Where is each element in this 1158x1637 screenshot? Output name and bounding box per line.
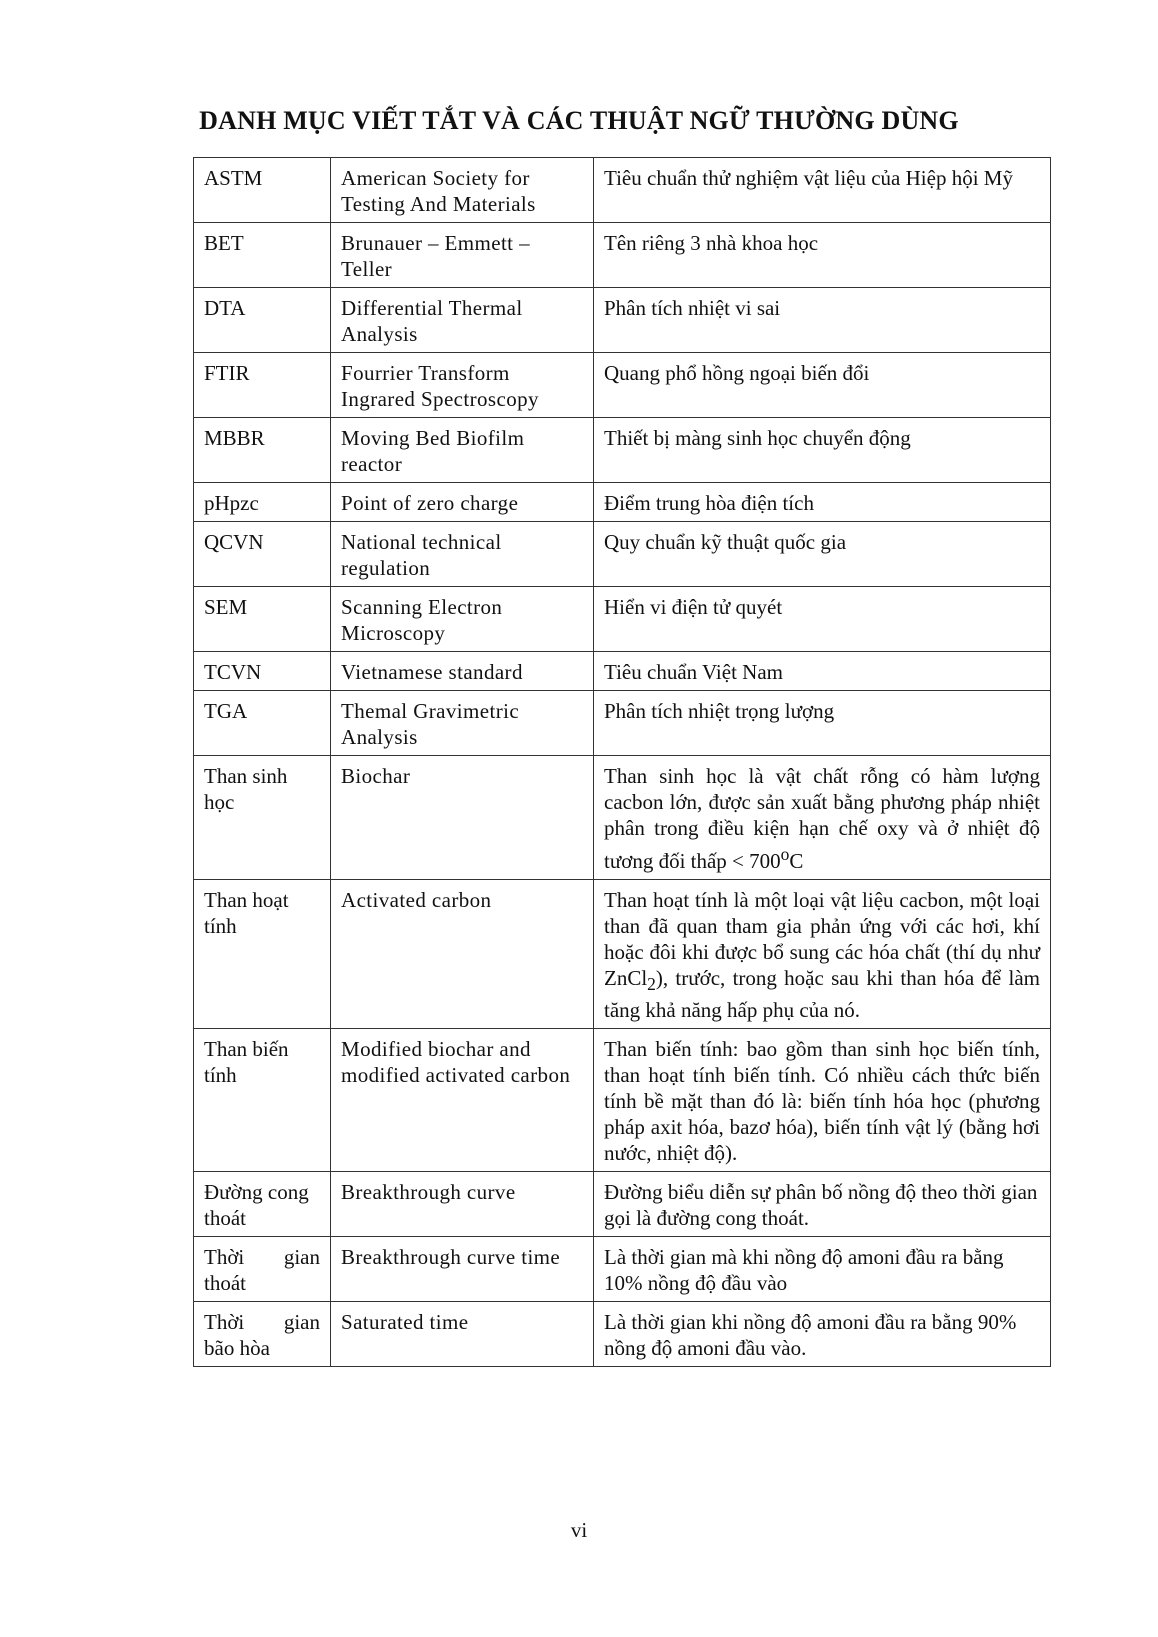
- table-row: [194, 691, 1051, 756]
- abbreviation-cell: Than biến tính: [194, 1029, 331, 1172]
- meaning-cell: [594, 880, 1051, 1029]
- english-term-cell: Breakthrough curve time: [331, 1237, 594, 1302]
- table-row: [194, 288, 1051, 353]
- abbreviation-cell: Đường cong thoát: [194, 1172, 331, 1237]
- table-row: [194, 223, 1051, 288]
- abbreviation-cell: MBBR: [194, 418, 331, 483]
- abbreviation-cell: TGA: [194, 691, 331, 756]
- degree-superscript: o: [780, 844, 790, 864]
- abbreviation-cell: Than sinh học: [194, 756, 331, 880]
- abbreviation-cell: TCVN: [194, 652, 331, 691]
- table-row: [194, 1302, 1051, 1367]
- english-term-cell: Breakthrough curve: [331, 1172, 594, 1237]
- english-term-cell: Modified biochar and modified activated carbon: [331, 1029, 594, 1172]
- english-term-cell: Biochar: [331, 756, 594, 880]
- table-row: [194, 880, 1051, 1029]
- english-term-cell: Moving Bed Biofilm reactor: [331, 418, 594, 483]
- abbreviation-cell: QCVN: [194, 522, 331, 587]
- abbreviation-cell: pHpzc: [194, 483, 331, 522]
- abbreviation-line: Thời gian: [204, 1310, 320, 1335]
- table-row: [194, 587, 1051, 652]
- abbreviation-line: thoát: [204, 1271, 246, 1296]
- english-term-cell: Scanning Electron Microscopy: [331, 587, 594, 652]
- meaning-cell: [594, 756, 1051, 880]
- meaning-cell: Phân tích nhiệt vi sai: [594, 288, 1051, 353]
- meaning-cell: Quang phổ hồng ngoại biến đổi: [594, 353, 1051, 418]
- meaning-cell: Quy chuẩn kỹ thuật quốc gia: [594, 522, 1051, 587]
- table-row: [194, 1029, 1051, 1172]
- english-term-cell: Saturated time: [331, 1302, 594, 1367]
- meaning-cell: Đường biểu diễn sự phân bố nồng độ theo thời gian gọi là đường cong thoát.: [594, 1172, 1051, 1237]
- formula-subscript: 2: [647, 974, 656, 995]
- abbreviation-cell: FTIR: [194, 353, 331, 418]
- table-row: [194, 1172, 1051, 1237]
- table-row: [194, 418, 1051, 483]
- page-number: vi: [570, 1518, 588, 1542]
- abbreviation-table: [193, 157, 1051, 1367]
- meaning-cell: Hiển vi điện tử quyét: [594, 587, 1051, 652]
- table-row: [194, 158, 1051, 223]
- english-term-cell: Point of zero charge: [331, 483, 594, 522]
- table-row: [194, 522, 1051, 587]
- abbreviation-cell: SEM: [194, 587, 331, 652]
- meaning-text-unit: C: [789, 849, 804, 873]
- english-term-cell: Vietnamese standard: [331, 652, 594, 691]
- english-term-cell: Themal Gravimetric Analysis: [331, 691, 594, 756]
- table-row: [194, 756, 1051, 880]
- meaning-cell: Tiêu chuẩn thử nghiệm vật liệu của Hiệp hội Mỹ: [594, 158, 1051, 223]
- meaning-cell: Than biến tính: bao gồm than sinh học biến tính, than hoạt tính biến tính. Có nhiều cách thức biến tính bề mặt than đó là: biến tính hóa học (phương pháp axit hóa, bazơ hóa), biến tính vật lý (bằng hơi nước, nhiệt độ).: [594, 1029, 1051, 1172]
- abbreviation-cell: ASTM: [194, 158, 331, 223]
- meaning-cell: Tiêu chuẩn Việt Nam: [594, 652, 1051, 691]
- table-row: [194, 652, 1051, 691]
- meaning-cell: Là thời gian mà khi nồng độ amoni đầu ra bằng 10% nồng độ đầu vào: [594, 1237, 1051, 1302]
- abbreviation-cell: BET: [194, 223, 331, 288]
- table-row: [194, 483, 1051, 522]
- english-term-cell: National technical regulation: [331, 522, 594, 587]
- abbreviation-line: Thời gian: [204, 1245, 320, 1270]
- abbreviation-cell: Than hoạt tính: [194, 880, 331, 1029]
- abbreviation-line: bão hòa: [204, 1336, 270, 1361]
- abbreviation-cell: [194, 1302, 331, 1367]
- meaning-cell: Thiết bị màng sinh học chuyển động: [594, 418, 1051, 483]
- meaning-cell: Điểm trung hòa điện tích: [594, 483, 1051, 522]
- english-term-cell: American Society for Testing And Materials: [331, 158, 594, 223]
- english-term-cell: Activated carbon: [331, 880, 594, 1029]
- meaning-text: Than sinh học là vật chất rỗng có hàm lượng cacbon lớn, được sản xuất bằng phương pháp nhiệt phân trong điều kiện hạn chế oxy và ở nhiệt độ tương đối thấp < 700: [604, 764, 1040, 873]
- english-term-cell: Brunauer – Emmett – Teller: [331, 223, 594, 288]
- page-title: DANH MỤC VIẾT TẮT VÀ CÁC THUẬT NGỮ THƯỜNG DÙNG: [199, 106, 959, 135]
- abbreviation-cell: DTA: [194, 288, 331, 353]
- table-row: [194, 353, 1051, 418]
- abbreviation-cell: [194, 1237, 331, 1302]
- meaning-text: Than hoạt tính là một loại vật liệu cacbon, một loại than đã quan tham gia phản ứng với các hơi, khí hoặc đôi khi được bổ sung các hóa chất (thí dụ như ZnCl: [604, 888, 1040, 990]
- meaning-cell: Tên riêng 3 nhà khoa học: [594, 223, 1051, 288]
- meaning-text-rest: ), trước, trong hoặc sau khi than hóa để làm tăng khả năng hấp phụ của nó.: [604, 966, 1040, 1023]
- table-row: [194, 1237, 1051, 1302]
- meaning-cell: Là thời gian khi nồng độ amoni đầu ra bằng 90% nồng độ amoni đầu vào.: [594, 1302, 1051, 1367]
- english-term-cell: Fourrier Transform Ingrared Spectroscopy: [331, 353, 594, 418]
- meaning-cell: Phân tích nhiệt trọng lượng: [594, 691, 1051, 756]
- english-term-cell: Differential Thermal Analysis: [331, 288, 594, 353]
